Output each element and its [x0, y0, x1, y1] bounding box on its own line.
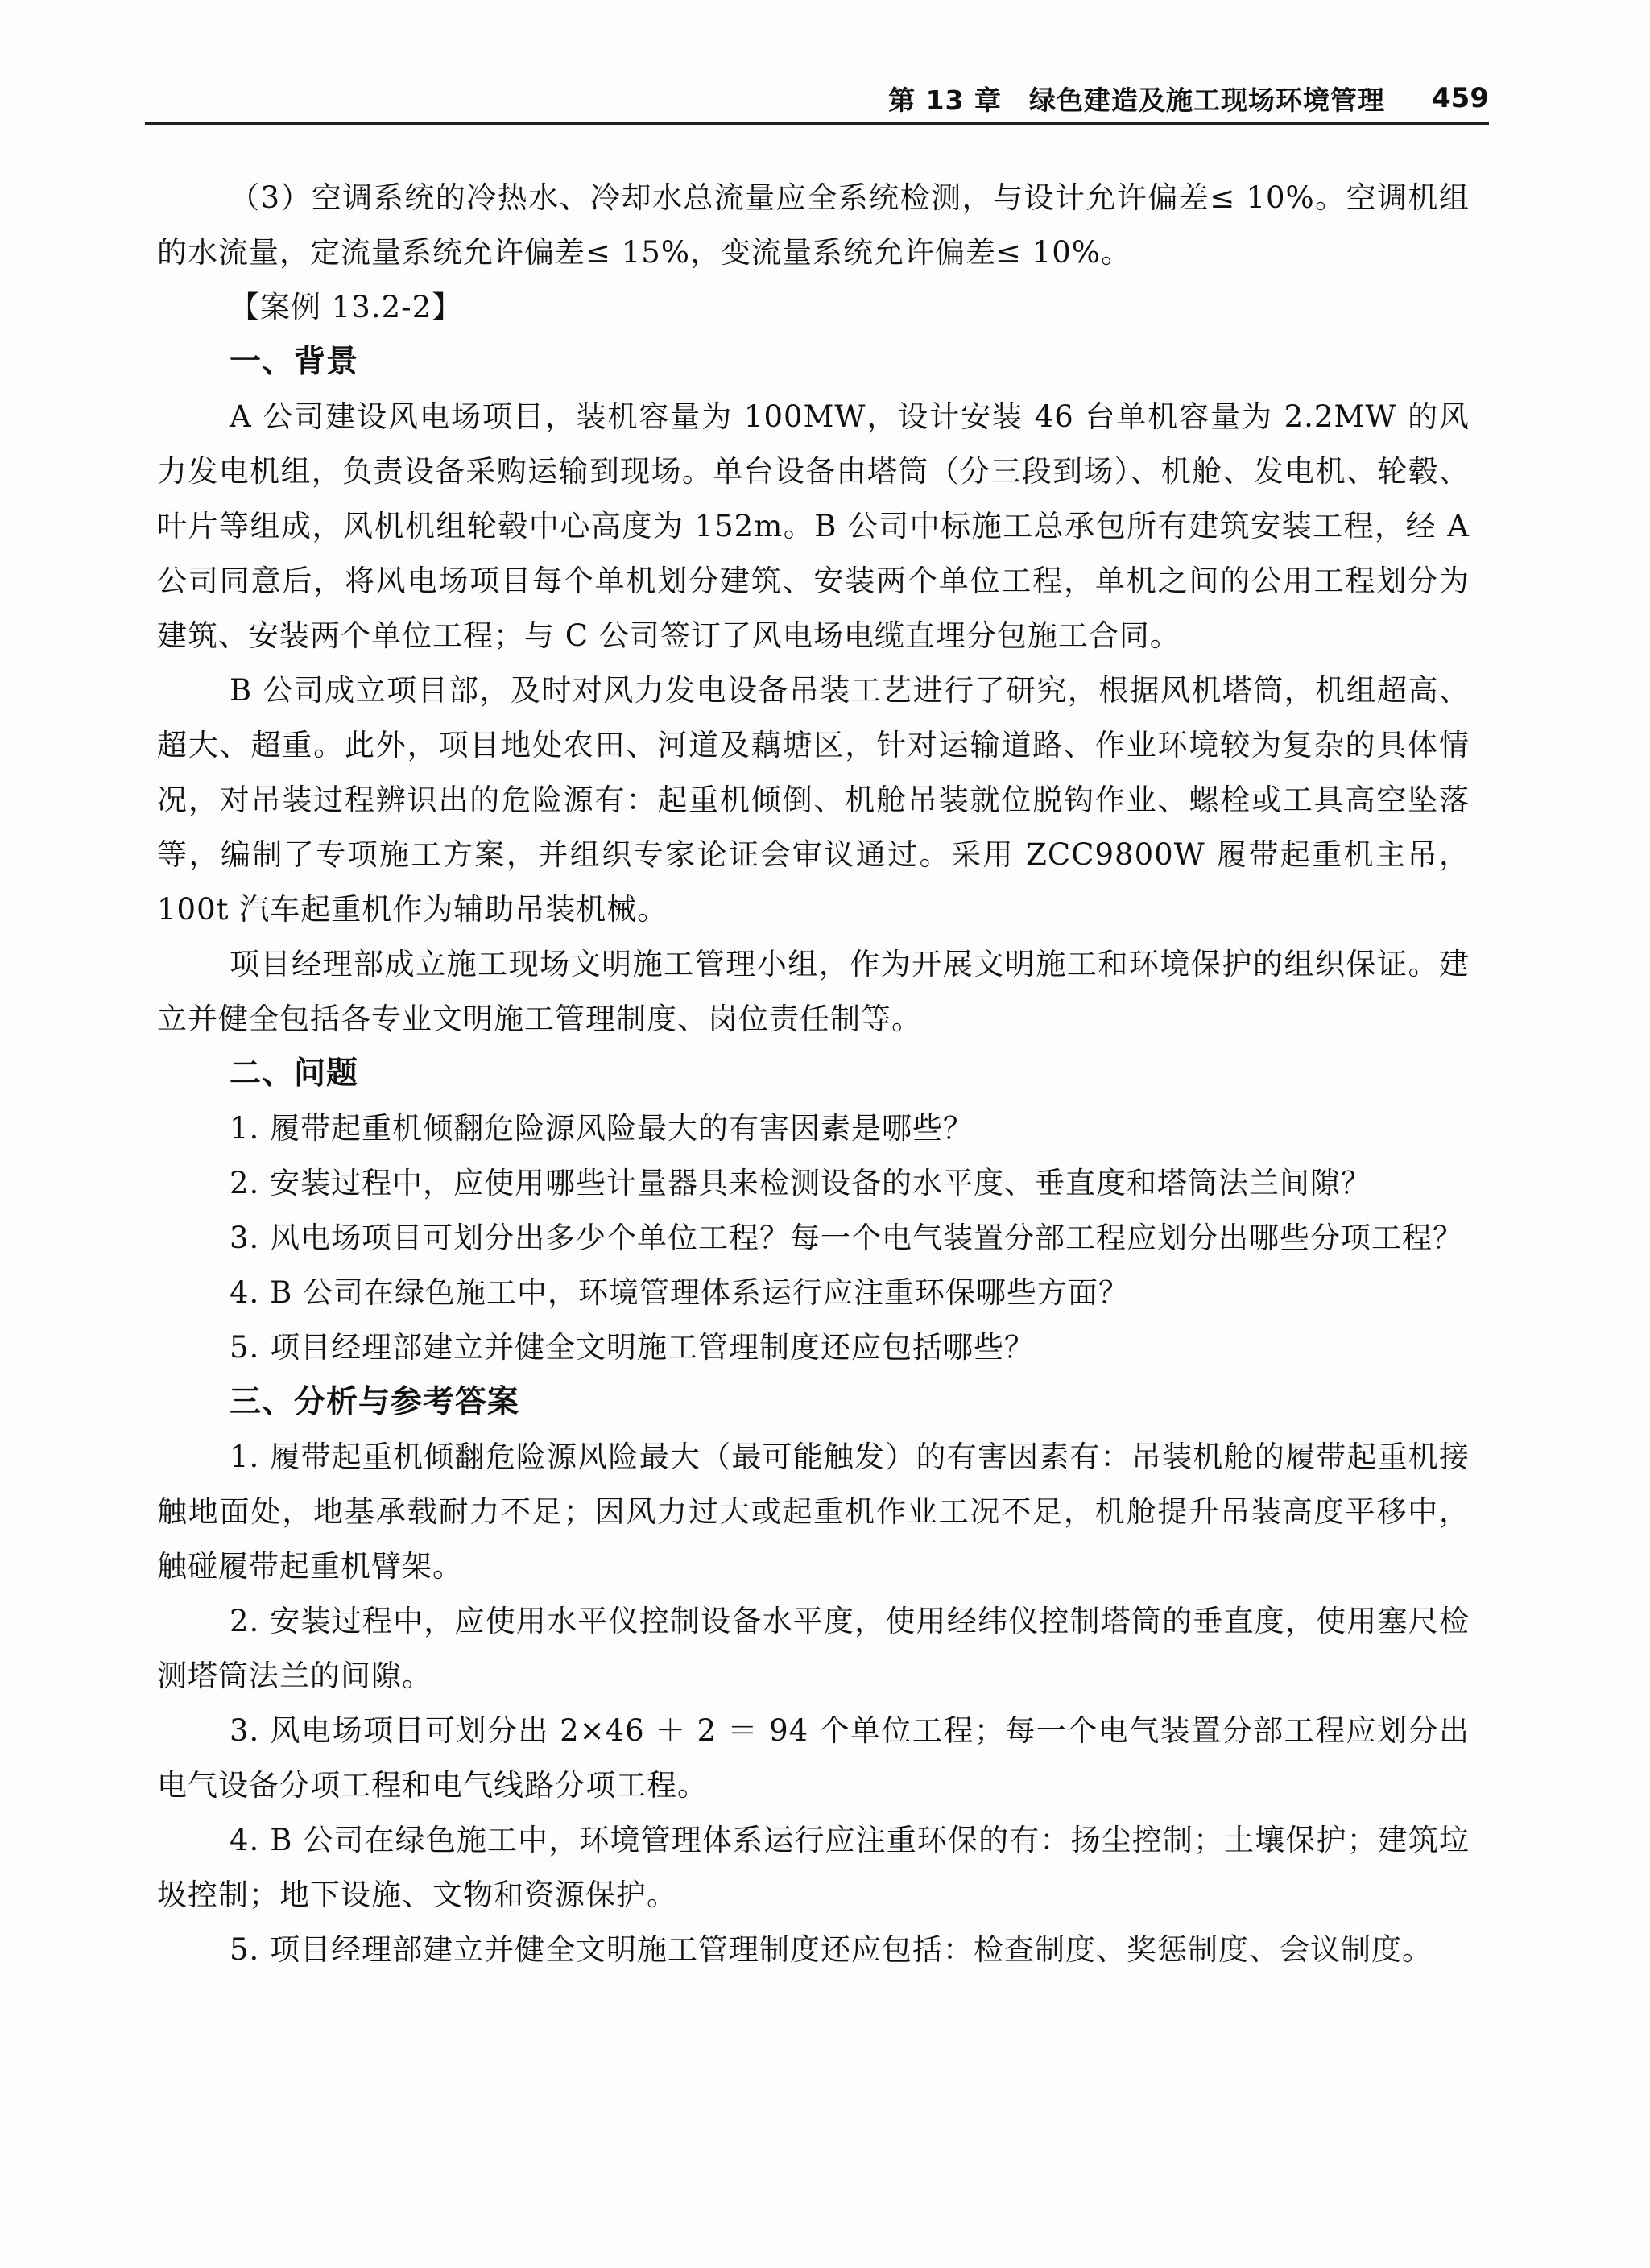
- page-body: [157, 171, 1470, 1977]
- section-heading-answers: 三、分析与参考答案: [230, 1384, 520, 1420]
- case-label: 【案例 13.2-2】: [230, 290, 463, 324]
- body-paragraph: B 公司成立项目部，及时对风力发电设备吊装工艺进行了研究，根据风机塔筒，机组超高、超大、超重。此外，项目地处农田、河道及藕塘区，针对运输道路、作业环境较为复杂的具体情况，对吊装过程辨识出的危险源有：起重机倾倒、机舱吊装就位脱钩作业、螺栓或工具高空坠落等，编制了专项施工方案，并组织专家论证会审议通过。采用 ZCC9800W 履带起重机主吊，100t 汽车起重机作为辅助吊装机械。: [157, 673, 1470, 927]
- body-paragraph: A 公司建设风电场项目，装机容量为 100MW，设计安装 46 台单机容量为 2.2MW 的风力发电机组，负责设备采购运输到现场。单台设备由塔筒（分三段到场）、机舱、发电机、轮毂、叶片等组成，风机机组轮毂中心高度为 152m。B 公司中标施工总承包所有建筑安装工程，经 A 公司同意后，将风电场项目每个单机划分建筑、安装两个单位工程，单机之间的公用工程划分为建筑、安装两个单位工程；与 C 公司签订了风电场电缆直埋分包施工合同。: [157, 399, 1470, 653]
- section-heading-questions: 二、问题: [230, 1056, 359, 1092]
- question-item: 2. 安装过程中，应使用哪些计量器具来检测设备的水平度、垂直度和塔筒法兰间隙？: [230, 1166, 1372, 1200]
- answer-item: 2. 安装过程中，应使用水平仪控制设备水平度，使用经纬仪控制塔筒的垂直度，使用塞尺检测塔筒法兰的间隙。: [157, 1604, 1470, 1693]
- question-item: 4. B 公司在绿色施工中，环境管理体系运行应注重环保哪些方面？: [230, 1275, 1130, 1310]
- answer-item: 4. B 公司在绿色施工中，环境管理体系运行应注重环保的有：扬尘控制；土壤保护；建筑垃圾控制；地下设施、文物和资源保护。: [157, 1823, 1470, 1912]
- running-header: [145, 74, 1489, 125]
- answer-item: 5. 项目经理部建立并健全文明施工管理制度还应包括：检查制度、奖惩制度、会议制度。: [230, 1932, 1433, 1967]
- section-heading-background: 一、背景: [230, 344, 359, 380]
- chapter-title: 第 13 章 绿色建造及施工现场环境管理: [888, 84, 1386, 116]
- body-paragraph: （3）空调系统的冷热水、冷却水总流量应全系统检测，与设计允许偏差≤ 10%。空调机组的水流量，定流量系统允许偏差≤ 15%，变流量系统允许偏差≤ 10%。: [157, 180, 1470, 270]
- question-item: 3. 风电场项目可划分出多少个单位工程？每一个电气装置分部工程应划分出哪些分项工程？: [230, 1221, 1464, 1255]
- body-paragraph: 项目经理部成立施工现场文明施工管理小组，作为开展文明施工和环境保护的组织保证。建立并健全包括各专业文明施工管理制度、岗位责任制等。: [157, 947, 1470, 1036]
- page-number: 459: [1432, 82, 1489, 114]
- question-item: 1. 履带起重机倾翻危险源风险最大的有害因素是哪些？: [230, 1111, 974, 1146]
- question-item: 5. 项目经理部建立并健全文明施工管理制度还应包括哪些？: [230, 1330, 1036, 1365]
- answer-item: 3. 风电场项目可划分出 2×46 ＋ 2 ＝ 94 个单位工程；每一个电气装置分部工程应划分出电气设备分项工程和电气线路分项工程。: [157, 1713, 1470, 1803]
- answer-item: 1. 履带起重机倾翻危险源风险最大（最可能触发）的有害因素有：吊装机舱的履带起重机接触地面处，地基承载耐力不足；因风力过大或起重机作业工况不足，机舱提升吊装高度平移中，触碰履带起重机臂架。: [157, 1440, 1470, 1584]
